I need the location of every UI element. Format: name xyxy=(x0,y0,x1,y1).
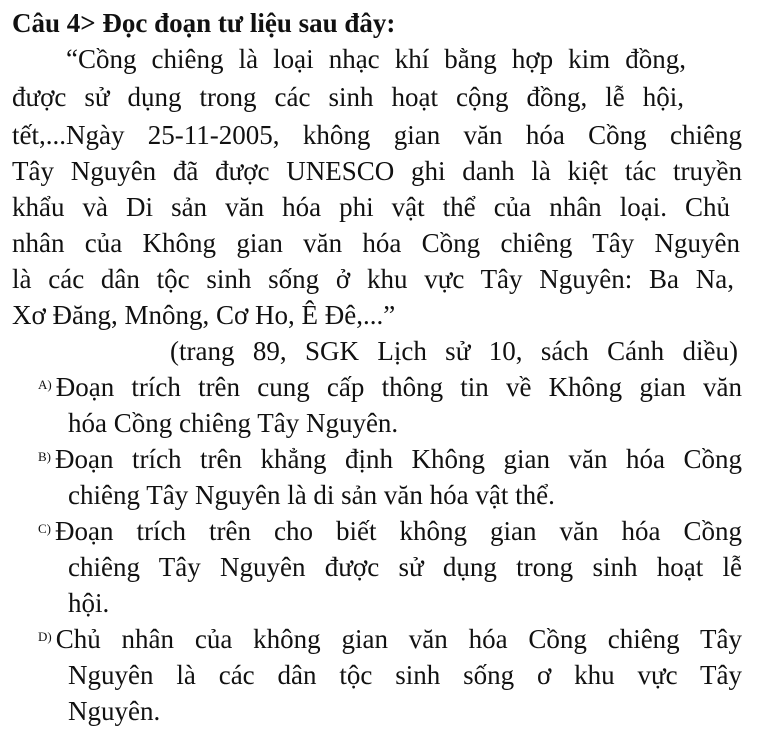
option-d-line: D) Chủ nhân của không gian văn hóa Cồng chiêng Tây xyxy=(38,622,742,656)
passage-line: tết,...Ngày 25-11-2005, không gian văn hóa Cồng chiêng xyxy=(12,120,742,150)
option-a-line: hóa Cồng chiêng Tây Nguyên. xyxy=(68,408,399,438)
option-a-letter: A) xyxy=(38,377,52,392)
passage-line: được sử dụng trong các sinh hoạt cộng đồng, lễ hội, xyxy=(12,82,684,112)
option-b-letter: B) xyxy=(38,449,51,464)
source-citation: (trang 89, SGK Lịch sử 10, sách Cánh diều) xyxy=(170,336,738,366)
option-c-line: C) Đoạn trích trên cho biết không gian văn hóa Cồng xyxy=(38,514,742,548)
option-c-line: hội. xyxy=(68,588,110,618)
option-d-line: Nguyên là các dân tộc sinh sống ơ khu vực Tây xyxy=(68,660,742,690)
passage-line: “Cồng chiêng là loại nhạc khí bằng hợp kim đồng, xyxy=(66,44,686,74)
passage-line: nhân của Không gian văn hóa Cồng chiêng Tây Nguyên xyxy=(12,228,740,258)
question-title: Câu 4> Đọc đoạn tư liệu sau đây: xyxy=(12,8,396,38)
passage-line: Tây Nguyên đã được UNESCO ghi danh là kiệt tác truyền xyxy=(12,156,742,186)
option-c-letter: C) xyxy=(38,521,51,536)
passage-line: Xơ Đăng, Mnông, Cơ Ho, Ê Đê,...” xyxy=(12,300,396,330)
passage-line: khẩu và Di sản văn hóa phi vật thể của nhân loại. Chủ xyxy=(12,192,730,222)
option-a-line: A) Đoạn trích trên cung cấp thông tin về Không gian văn xyxy=(38,370,742,404)
passage-line: là các dân tộc sinh sống ở khu vực Tây Nguyên: Ba Na, xyxy=(12,264,734,294)
option-d-letter: D) xyxy=(38,629,52,644)
option-d-line: Nguyên. xyxy=(68,696,161,726)
option-b-line: chiêng Tây Nguyên là di sản văn hóa vật thể. xyxy=(68,480,555,510)
option-c-line: chiêng Tây Nguyên được sử dụng trong sinh hoạt lễ xyxy=(68,552,742,582)
option-b-line: B) Đoạn trích trên khẳng định Không gian văn hóa Cồng xyxy=(38,442,742,476)
